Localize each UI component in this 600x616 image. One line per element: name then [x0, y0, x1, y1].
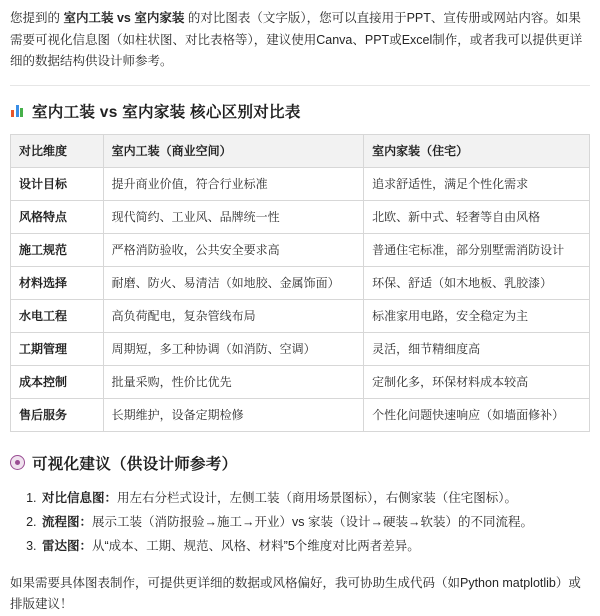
table-row [11, 365, 590, 398]
cell-residential: 标准家用电路，安全稳定为主 [364, 299, 590, 332]
cell-commercial: 现代简约、工业风、品牌统一性 [103, 200, 364, 233]
list-item-label: 流程图： [42, 514, 93, 529]
intro-text-1: 您提到的 [10, 11, 64, 25]
cell-dimension: 水电工程 [11, 299, 104, 332]
comparison-section-header [10, 100, 590, 122]
cell-residential: 北欧、新中式、轻奢等自由风格 [364, 200, 590, 233]
table-row [11, 398, 590, 431]
cell-dimension: 材料选择 [11, 266, 104, 299]
cell-dimension: 风格特点 [11, 200, 104, 233]
recommendation-section-title: 可视化建议（供设计师参考） [32, 455, 238, 473]
cell-residential: 普通住宅标准，部分别墅需消防设计 [364, 233, 590, 266]
comparison-table [10, 134, 590, 432]
section-divider [10, 85, 590, 86]
comparison-section-title: 室内工装 vs 室内家装 核心区别对比表 [32, 103, 301, 121]
cell-commercial: 严格消防验收，公共安全要求高 [103, 233, 364, 266]
closing-paragraph: 如果需要具体图表制作，可提供更详细的数据或风格偏好，我可协助生成代码（如Python matplotlib）或排版建议！ [10, 575, 581, 612]
list-item-text: 从“成本、工期、规范、风格、材料”5个维度对比两者差异。 [92, 539, 420, 554]
cell-commercial: 批量采购，性价比优先 [103, 365, 364, 398]
table-row [11, 200, 590, 233]
table-header-row [11, 134, 590, 167]
cell-residential: 灵活，细节精细度高 [364, 332, 590, 365]
cell-dimension: 施工规范 [11, 233, 104, 266]
cell-residential: 定制化多，环保材料成本较高 [364, 365, 590, 398]
list-item [40, 486, 590, 510]
cell-commercial: 耐磨、防火、易清洁（如地胶、金属饰面） [103, 266, 364, 299]
cell-commercial: 周期短，多工种协调（如消防、空调） [103, 332, 364, 365]
list-item-text: 用左右分栏式设计，左侧工装（商用场景图标），右侧家装（住宅图标）。 [117, 490, 518, 505]
cell-dimension: 设计目标 [11, 167, 104, 200]
cell-commercial: 长期维护，设备定期检修 [103, 398, 364, 431]
intro-text-2: 的对比图表（文字版），您可以直接用于PPT、宣传册或网站内容。如果需要可视化信息图（如柱状图、对比表格等），建议使用Canva、PPT或Excel制作，或者我可以提供更详细的数据结构供设计师参考。 [10, 11, 583, 68]
list-item-label: 雷达图： [42, 539, 93, 554]
list-item-text: 展示工装（消防报验→施工→开业）vs 家装（设计→硬装→软装）的不同流程。 [92, 514, 533, 529]
bar-chart-icon [10, 103, 25, 118]
table-row [11, 233, 590, 266]
table-row [11, 167, 590, 200]
table-header-dimension: 对比维度 [11, 134, 104, 167]
cell-residential: 个性化问题快速响应（如墙面修补） [364, 398, 590, 431]
intro-bold-topic: 室内工装 vs 室内家装 [63, 11, 185, 25]
list-item-label: 对比信息图： [42, 490, 118, 505]
table-header-residential: 室内家装（住宅） [364, 134, 590, 167]
list-item [40, 534, 590, 558]
list-item [40, 510, 590, 534]
pin-icon [10, 455, 25, 470]
cell-commercial: 高负荷配电，复杂管线布局 [103, 299, 364, 332]
cell-dimension: 售后服务 [11, 398, 104, 431]
intro-paragraph [10, 8, 590, 73]
table-row [11, 332, 590, 365]
recommendation-list [10, 486, 590, 559]
cell-residential: 追求舒适性，满足个性化需求 [364, 167, 590, 200]
table-header-commercial: 室内工装（商业空间） [103, 134, 364, 167]
cell-dimension: 成本控制 [11, 365, 104, 398]
table-row [11, 299, 590, 332]
table-row [11, 266, 590, 299]
recommendation-section-header [10, 452, 590, 474]
cell-residential: 环保、舒适（如木地板、乳胶漆） [364, 266, 590, 299]
cell-dimension: 工期管理 [11, 332, 104, 365]
cell-commercial: 提升商业价值，符合行业标准 [103, 167, 364, 200]
